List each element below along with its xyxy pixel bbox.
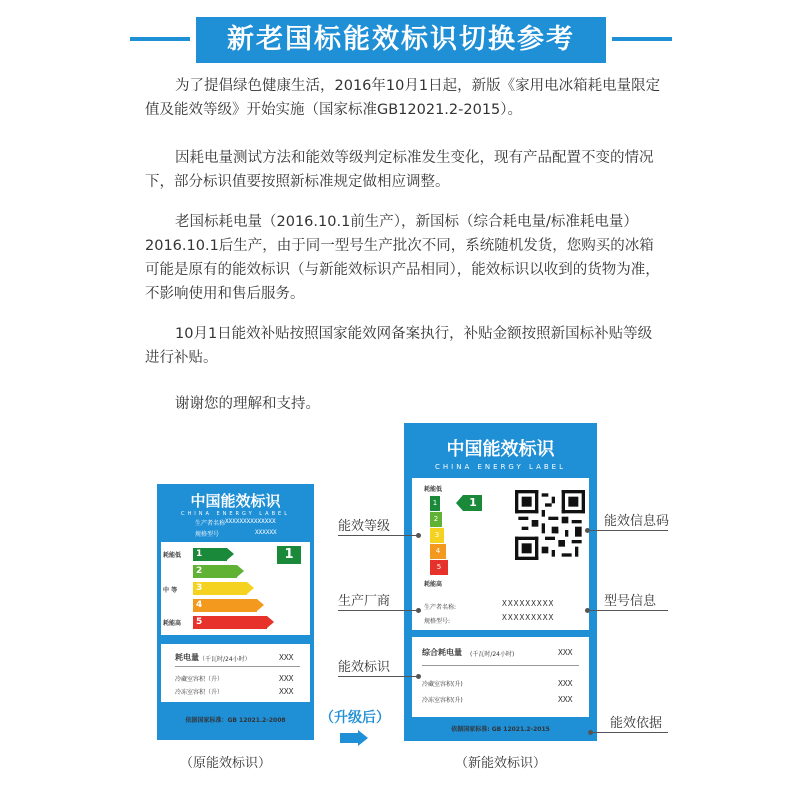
old-mid-label: 中 等 [163,587,178,594]
paragraph-2: 因耗电量测试方法和能效等级判定标准发生变化，现有产品配置不变的情况下，部分标识值要按照新标准规定做相应调整。 [145,150,654,190]
arrow-right-icon [340,730,368,746]
annotation-producer: 生产厂商 [338,594,391,609]
new-energy-label [404,423,597,741]
new-current-grade: 1 [469,496,477,509]
annotation-label: 能效标识 [338,660,391,675]
new-freezer-volume-label: 冷冻室容积(升) [422,697,463,704]
new-consumption-label: 综合耗电量 [422,648,462,657]
old-low-label: 耗能低 [163,552,182,559]
annotation-basis: 能效依据 [610,716,663,731]
annotation-model: 型号信息 [604,594,657,609]
pointer-grade [338,535,418,536]
pointer-producer [338,610,418,611]
new-fridge-volume-value: XXX [558,679,573,688]
pointer-basis [590,732,668,733]
old-model-label: 规格型号 [195,531,220,538]
new-grade-3: 3 [430,528,444,543]
new-model-value: XXXXXXXXX [502,613,555,622]
old-current-grade-badge [277,546,301,564]
old-producer-value: XXXXXXXXXXXXXX [225,518,276,525]
old-energy-label [157,484,314,740]
paragraph-5: 谢谢您的理解和支持。 [175,396,320,412]
new-grade-5: 5 [430,560,448,575]
annotation-qr: 能效信息码 [604,514,670,529]
pointer-grade-dot [416,533,421,538]
old-fridge-volume-value: XXX [279,674,294,683]
title-decor-right [612,37,672,41]
old-consumption-label: 耗电量 [175,653,199,662]
qr-code-icon [515,490,585,560]
new-label-subtitle: CHINA ENERGY LABEL [435,463,566,471]
new-grade-4: 4 [430,544,446,559]
new-producer-value: XXXXXXXXX [502,599,555,608]
old-grade-4: 4 [193,599,257,612]
caption-new-label: （新能效标识） [455,756,547,771]
old-high-label: 耗能高 [163,620,182,627]
pointer-qr [588,530,668,531]
old-consumption-unit: （千瓦时/24小时） [199,656,251,663]
pointer-label-dot [416,674,421,679]
old-grade-2: 2 [193,565,237,578]
upgrade-text: （升级后） [320,710,390,726]
new-high-label: 耗能高 [424,581,443,588]
pointer-model [588,610,668,611]
old-info-panel [161,644,310,702]
paragraph-4: 10月1日能效补贴按照国家能效网备案执行，补贴金额按照新国标补贴等级进行补贴。 [145,326,653,366]
old-consumption-value: XXX [279,653,294,662]
page-title: 新老国标能效标识切换参考 [196,17,606,63]
old-freezer-volume-label: 冷冻室容积（升） [175,689,224,696]
new-fridge-volume-label: 冷藏室容积(升) [422,681,463,688]
new-model-label: 规格型号: [424,618,451,625]
pointer-basis-dot [588,730,593,735]
caption-old-label: （原能效标识） [180,756,272,771]
new-grade-2: 2 [430,512,442,527]
new-freezer-volume-value: XXX [558,695,573,704]
pointer-qr-dot [585,528,590,533]
pointer-model-dot [585,608,590,613]
old-grade-5: 5 [193,616,267,629]
new-info-divider [422,665,579,666]
old-label-title: 中国能效标识 [190,492,281,510]
title-banner [0,17,800,63]
old-producer-label: 生产者名称 [195,520,226,527]
old-current-grade: 1 [284,547,294,562]
old-grade-1: 1 [193,548,227,561]
title-decor-left [130,37,190,41]
old-fridge-volume-label: 冷藏室容积（升） [175,676,224,683]
old-grade-panel [161,542,310,635]
new-consumption-value: XXX [558,648,573,657]
new-standard: 依据国家标准: GB 12021.2-2015 [451,726,550,733]
new-info-panel [412,637,589,717]
new-grade-1: 1 [430,496,440,511]
new-consumption-unit: (千瓦时/24小时) [470,651,515,658]
old-freezer-volume-value: XXX [279,687,294,696]
new-producer-label: 生产者名称: [424,604,457,611]
new-low-label: 耗能低 [424,486,443,493]
new-label-title: 中国能效标识 [446,439,555,460]
pointer-producer-dot [416,608,421,613]
pointer-label [338,676,418,677]
new-main-panel [412,478,589,630]
old-info-divider [175,666,300,667]
old-label-subtitle: CHINA ENERGY LABEL [181,511,290,517]
annotation-grade: 能效等级 [338,519,391,534]
old-grade-3: 3 [193,582,247,595]
old-standard: 依据国家标准：GB 12021.2-2008 [185,717,286,724]
paragraph-1: 为了提倡绿色健康生活，2016年10月1日起，新版《家用电冰箱耗电量限定值及能效等级》开始实施（国家标准GB12021.2-2015）。 [145,78,661,118]
paragraph-3: 老国标耗电量（2016.10.1前生产），新国标（综合耗电量/标准耗电量）2016.10.1后生产，由于同一型号生产批次不同，系统随机发货，您购买的冰箱可能是原有的能效标识（与新能效标识产品相同），能效标识以收到的货物为准，不影响使用和售后服务。 [145,214,660,302]
old-model-value: XXXXXX [255,529,277,536]
